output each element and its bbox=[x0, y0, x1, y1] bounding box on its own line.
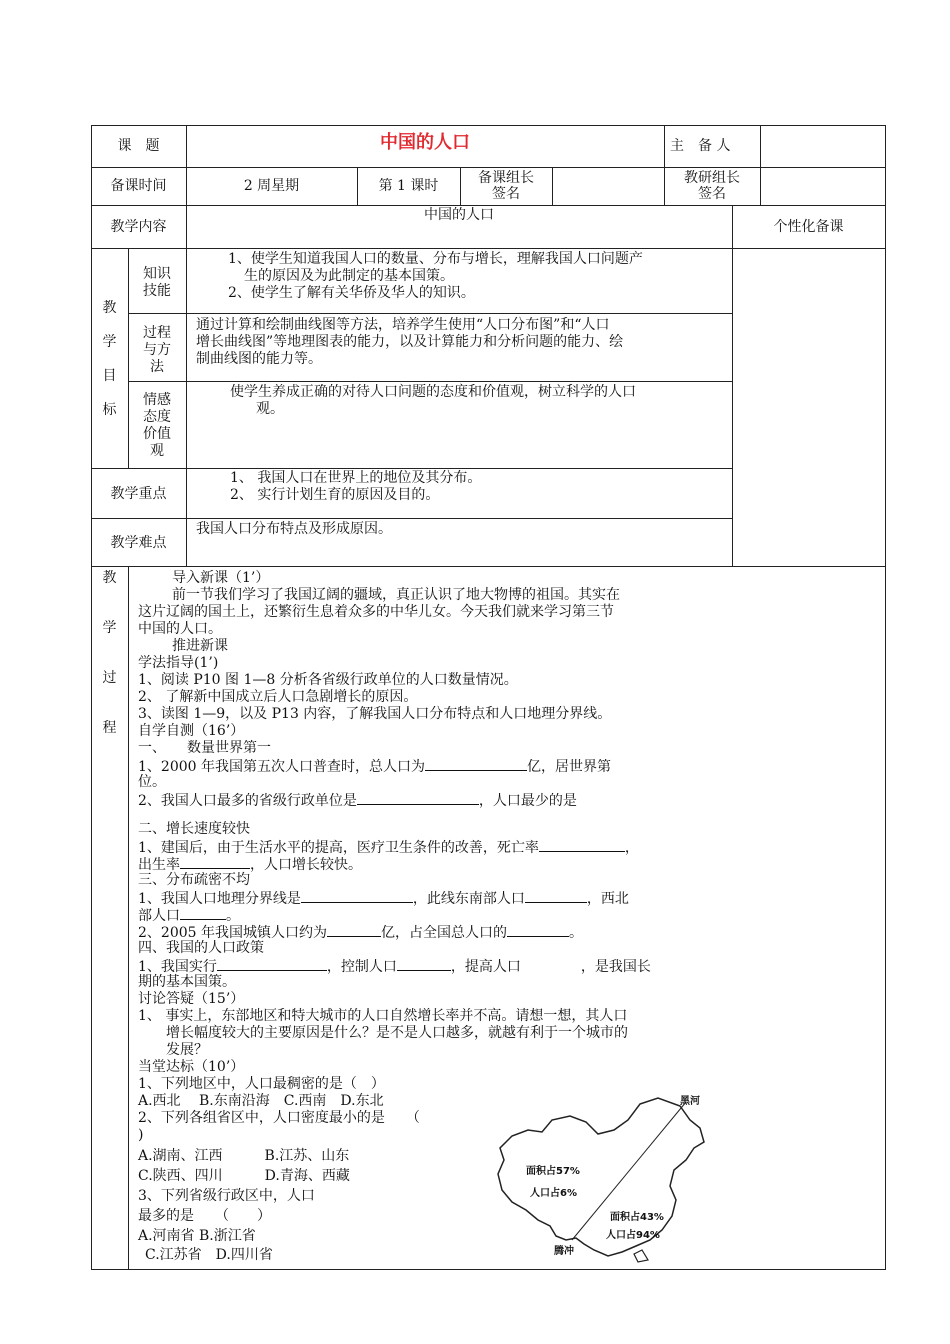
process-method-line: 增长曲线图”等地理图表的能力，以及计算能力和分析问题的能力、绘 bbox=[196, 334, 624, 350]
north-city-label: 黑河 bbox=[680, 1096, 700, 1107]
process-label-char: 学 bbox=[102, 620, 117, 636]
fill-blank[interactable] bbox=[425, 757, 527, 771]
west-population-label: 人口占6% bbox=[530, 1188, 577, 1199]
objectives-label-char: 教 bbox=[102, 300, 117, 316]
course-label: 课 题 bbox=[117, 138, 160, 154]
quiz-options: C.陕西、四川 D.青海、西藏 bbox=[138, 1168, 350, 1184]
difficulty-line: 我国人口分布特点及形成原因。 bbox=[196, 521, 392, 537]
section-heading: 三、分布疏密不均 bbox=[138, 872, 250, 888]
objectives-label-char: 标 bbox=[102, 402, 117, 418]
difficulty-label: 教学难点 bbox=[110, 535, 167, 551]
intro-line: 前一节我们学习了我国辽阔的疆域，真正认识了地大物博的祖国。其实在 bbox=[172, 587, 620, 603]
group-leader-label-2: 签名 bbox=[492, 186, 520, 202]
china-outline-map bbox=[490, 1090, 720, 1265]
question-line: 期的基本国策。 bbox=[138, 974, 236, 990]
fill-blank[interactable] bbox=[180, 855, 250, 869]
process-label-char: 过 bbox=[102, 670, 117, 686]
south-city-label: 腾冲 bbox=[554, 1246, 574, 1257]
quiz-question: 1、下列地区中，人口最稠密的是（ ） bbox=[138, 1076, 385, 1092]
emotion-label: 情感 bbox=[143, 392, 171, 408]
knowledge-line: 2、使学生了解有关华侨及华人的知识。 bbox=[228, 285, 475, 301]
process-method-label: 与方 bbox=[143, 342, 171, 358]
knowledge-line: 1、使学生知道我国人口的数量、分布与增长，理解我国人口问题产 bbox=[228, 251, 643, 267]
week-value: 2 周星期 bbox=[243, 178, 300, 194]
quiz-question: 2、下列各组省区中，人口密度最小的是 （ bbox=[138, 1110, 420, 1126]
quiz-question: ) bbox=[138, 1127, 144, 1143]
fill-blank[interactable] bbox=[539, 838, 625, 852]
fill-blank[interactable] bbox=[507, 923, 569, 937]
quiz-options: A.湖南、江西 B.江苏、山东 bbox=[138, 1148, 350, 1164]
knowledge-line: 生的原因及为此制定的基本国策。 bbox=[244, 268, 454, 284]
method-item: 2、 了解新中国成立后人口急剧增长的原因。 bbox=[138, 689, 418, 705]
question-line: 1、我国人口地理分界线是 ，此线东南部人口 ，西北 bbox=[138, 891, 629, 907]
key-point-line: 2、 实行计划生育的原因及目的。 bbox=[230, 487, 440, 503]
content-label: 教学内容 bbox=[110, 219, 167, 235]
knowledge-label: 知识 bbox=[143, 266, 171, 282]
quiz-question: 3、下列省级行政区中，人口 bbox=[138, 1188, 315, 1204]
emotion-label: 观 bbox=[150, 443, 164, 459]
section-heading: 一、 数量世界第一 bbox=[138, 740, 271, 756]
course-title: 中国的人口 bbox=[380, 132, 470, 153]
east-population-label: 人口占94% bbox=[606, 1230, 660, 1241]
emotion-label: 价值 bbox=[143, 426, 171, 442]
question-line: 1、我国实行 ，控制人口 ，提高人口 ，是我国长 bbox=[138, 959, 651, 975]
emotion-line: 使学生养成正确的对待人口问题的态度和价值观，树立科学的人口 bbox=[230, 384, 636, 400]
self-test-heading: 自学自测（16’） bbox=[138, 723, 245, 739]
method-item: 1、阅读 P10 图 1—8 分析各省级行政单位的人口数量情况。 bbox=[138, 672, 518, 688]
discuss-heading: 讨论答疑（15’） bbox=[138, 991, 245, 1007]
time-label: 备课时间 bbox=[110, 178, 167, 194]
advance-heading: 推进新课 bbox=[172, 638, 228, 654]
research-leader-label-2: 签名 bbox=[698, 186, 726, 202]
process-label-char: 教 bbox=[102, 570, 117, 586]
question-line: 2、我国人口最多的省级行政单位是 ，人口最少的是 bbox=[138, 793, 577, 809]
intro-line: 中国的人口。 bbox=[138, 621, 222, 637]
fill-blank[interactable] bbox=[397, 957, 451, 971]
emotion-label: 态度 bbox=[143, 409, 171, 425]
question-line: 1、2000 年我国第五次人口普查时，总人口为 亿，居世界第 bbox=[138, 759, 611, 775]
class-test-heading: 当堂达标（10’） bbox=[138, 1059, 245, 1075]
fill-blank[interactable] bbox=[180, 906, 226, 920]
section-heading: 二、增长速度较快 bbox=[138, 821, 250, 837]
quiz-options: C.江苏省 D.四川省 bbox=[145, 1247, 273, 1263]
discuss-line: 增长幅度较大的主要原因是什么？是不是人口越多，就越有利于一个城市的 bbox=[166, 1025, 628, 1041]
content-value: 中国的人口 bbox=[424, 207, 494, 223]
discuss-line: 1、 事实上，东部地区和特大城市的人口自然增长率并不高。请想一想，其人口 bbox=[138, 1008, 628, 1024]
lesson-value: 第 1 课时 bbox=[378, 178, 439, 194]
group-leader-label-1: 备课组长 bbox=[478, 170, 534, 186]
question-line: 1、建国后，由于生活水平的提高，医疗卫生条件的改善，死亡率 ， bbox=[138, 840, 639, 856]
emotion-line: 观。 bbox=[256, 401, 284, 417]
process-label-char: 程 bbox=[102, 720, 117, 736]
personal-label: 个性化备课 bbox=[773, 219, 844, 235]
fill-blank[interactable] bbox=[327, 923, 381, 937]
section-heading: 四、我国的人口政策 bbox=[138, 940, 264, 956]
method-heading: 学法指导(1’) bbox=[138, 655, 219, 671]
quiz-options: A.河南省 B.浙江省 bbox=[138, 1228, 256, 1244]
process-method-line: 通过计算和绘制曲线图等方法，培养学生使用“人口分布图”和“人口 bbox=[196, 317, 610, 333]
fill-blank[interactable] bbox=[525, 889, 587, 903]
intro-heading: 导入新课（1’） bbox=[172, 570, 270, 586]
objectives-label-char: 学 bbox=[102, 334, 117, 350]
fill-blank[interactable] bbox=[217, 957, 327, 971]
fill-blank[interactable] bbox=[357, 791, 479, 805]
method-item: 3、读图 1—9，以及 P13 内容，了解我国人口分布特点和人口地理分界线。 bbox=[138, 706, 612, 722]
question-line: 出生率 ，人口增长较快。 bbox=[138, 857, 362, 873]
intro-line: 这片辽阔的国土上，还繁衍生息着众多的中华儿女。今天我们就来学习第三节 bbox=[138, 604, 614, 620]
china-population-map bbox=[490, 1090, 720, 1265]
fill-blank[interactable] bbox=[301, 889, 413, 903]
question-line: 部人口 。 bbox=[138, 908, 240, 924]
process-method-label: 法 bbox=[150, 359, 164, 375]
question-line: 位。 bbox=[138, 774, 166, 790]
preparer-label: 主 备 人 bbox=[670, 138, 731, 154]
process-method-label: 过程 bbox=[143, 325, 171, 341]
key-point-line: 1、 我国人口在世界上的地位及其分布。 bbox=[230, 470, 482, 486]
question-line: 2、2005 年我国城镇人口约为 亿，占全国总人口的 。 bbox=[138, 925, 583, 941]
objectives-label-char: 目 bbox=[102, 368, 117, 384]
key-points-label: 教学重点 bbox=[110, 486, 167, 502]
research-leader-label-1: 教研组长 bbox=[684, 170, 740, 186]
west-area-label: 面积占57% bbox=[526, 1166, 580, 1177]
process-method-line: 制曲线图的能力等。 bbox=[196, 351, 322, 367]
quiz-options: A.西北 B.东南沿海 C.西南 D.东北 bbox=[138, 1093, 384, 1109]
quiz-question: 最多的是 （ ） bbox=[138, 1208, 271, 1224]
discuss-line: 发展？ bbox=[166, 1042, 208, 1058]
knowledge-label: 技能 bbox=[143, 283, 171, 299]
east-area-label: 面积占43% bbox=[610, 1212, 664, 1223]
